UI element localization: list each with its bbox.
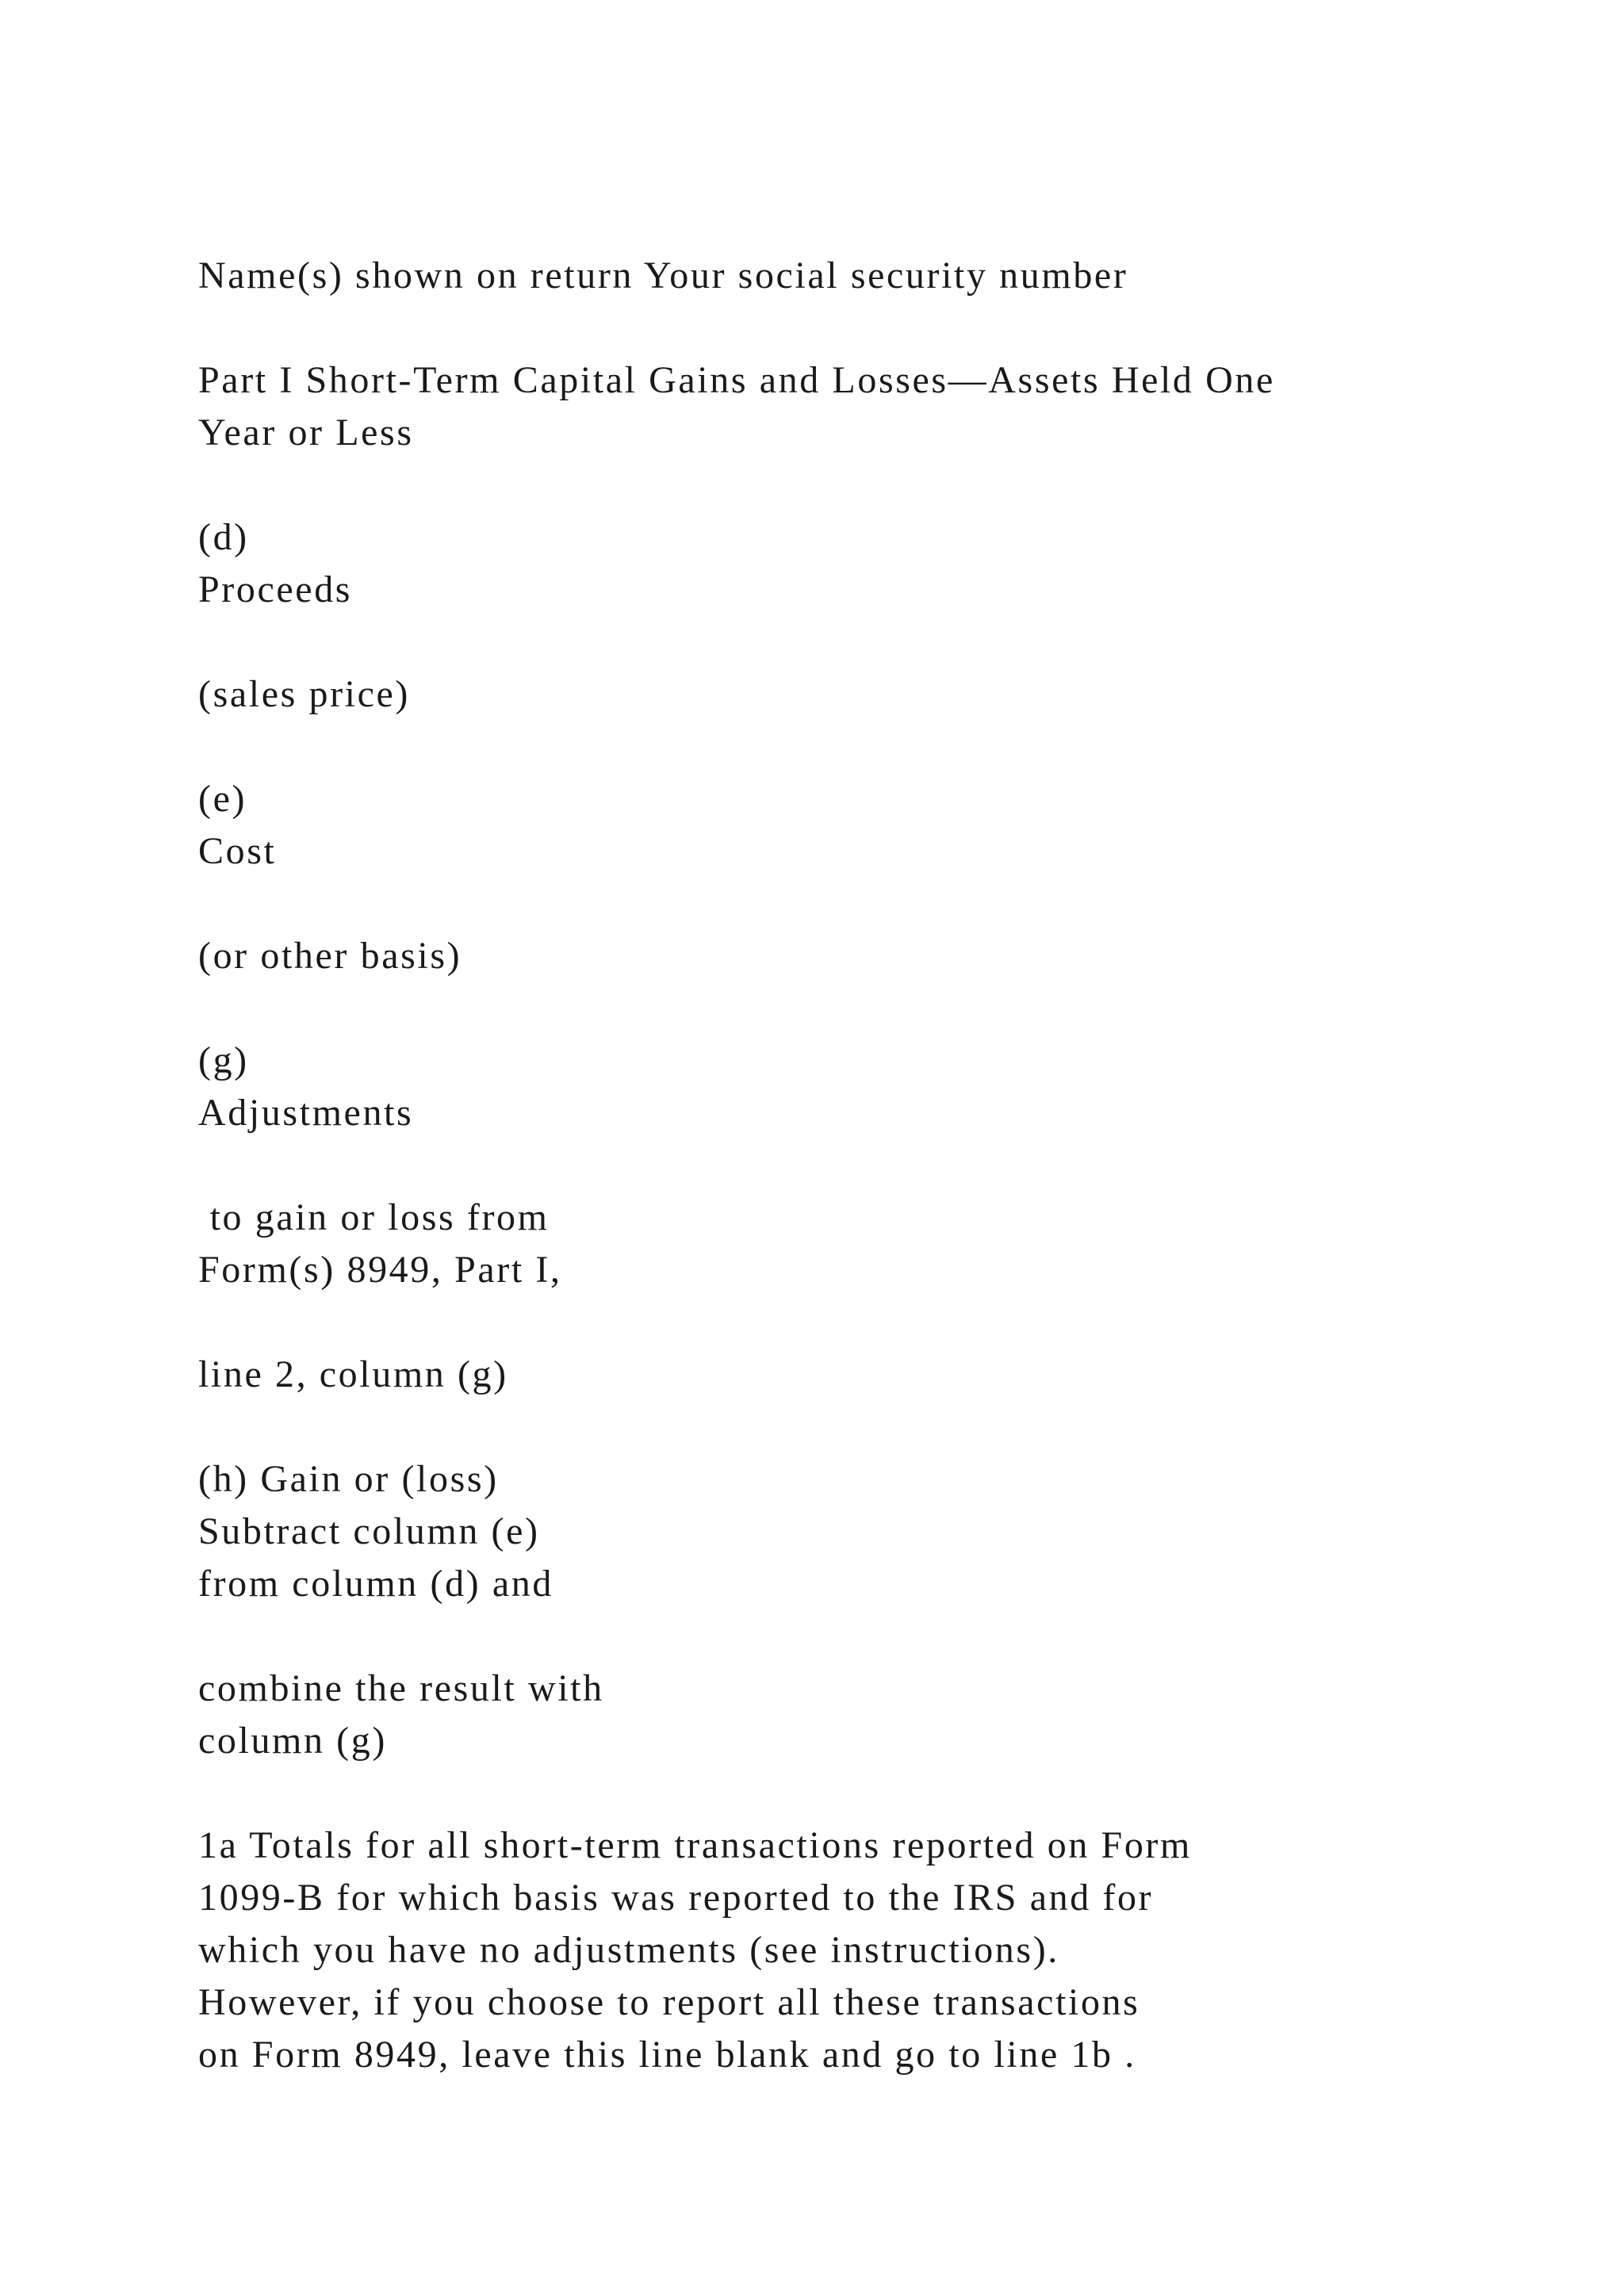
column-h-description-line-4: column (g) — [198, 1720, 387, 1762]
column-g-description-line-2: Form(s) 8949, Part I, — [198, 1249, 562, 1291]
name-ssn-header-line: Name(s) shown on return Your social security number — [198, 254, 1128, 297]
column-d-subtitle: (sales price) — [198, 673, 411, 715]
column-e-letter: (e) — [198, 778, 247, 820]
part-i-heading-line-1: Part I Short-Term Capital Gains and Losses—Assets Held One — [198, 359, 1275, 401]
column-e-title: Cost — [198, 830, 277, 872]
column-g-title: Adjustments — [198, 1092, 414, 1134]
line-1a-text-4: However, if you choose to report all these transactions — [198, 1981, 1140, 2023]
part-i-heading-line-2: Year or Less — [198, 411, 414, 453]
line-1a-text-3: which you have no adjustments (see instructions). — [198, 1929, 1059, 1971]
column-e-subtitle: (or other basis) — [198, 935, 462, 977]
column-g-letter: (g) — [198, 1039, 249, 1081]
column-h-description-line-1: Subtract column (e) — [198, 1510, 540, 1552]
line-1a-text-1: 1a Totals for all short-term transactions reported on Form — [198, 1824, 1192, 1866]
column-d-title: Proceeds — [198, 568, 353, 610]
column-d-letter: (d) — [198, 516, 249, 558]
line-1a-text-2: 1099-B for which basis was reported to the IRS and for — [198, 1877, 1154, 1919]
column-h-title: (h) Gain or (loss) — [198, 1458, 499, 1500]
column-h-description-line-3: combine the result with — [198, 1667, 604, 1709]
column-g-description-line-3: line 2, column (g) — [198, 1353, 508, 1395]
line-1a-text-5: on Form 8949, leave this line blank and go to line 1b . — [198, 2034, 1136, 2076]
column-g-description-line-1: to gain or loss from — [198, 1196, 550, 1238]
column-h-description-line-2: from column (d) and — [198, 1563, 553, 1605]
